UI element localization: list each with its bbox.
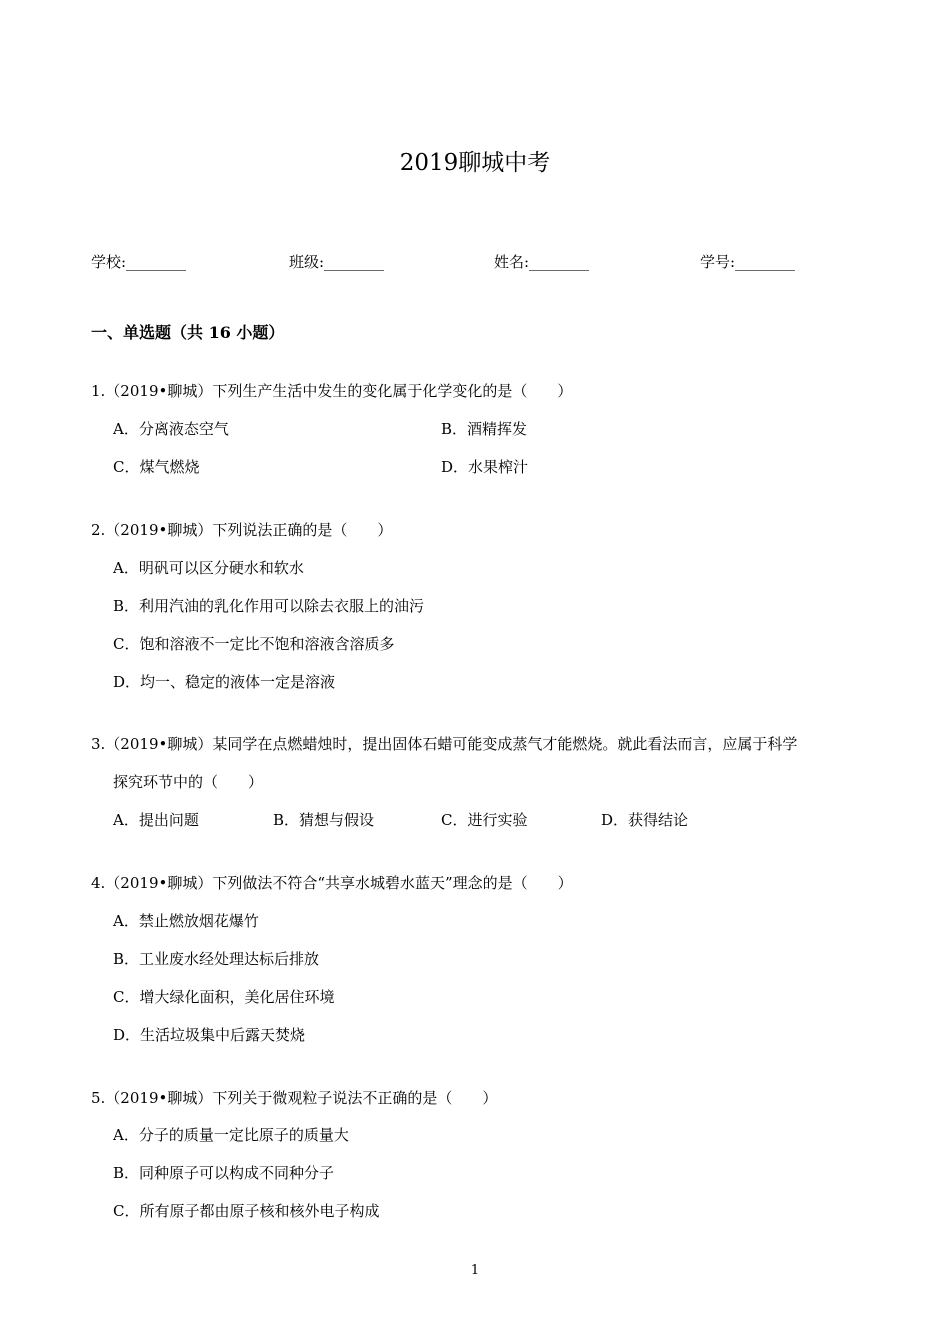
question-stem: 2.（2019•聊城）下列说法正确的是（ ） (91, 521, 393, 539)
student-number-field: 学号:________ (700, 253, 796, 271)
option-c: C．饱和溶液不一定比不饱和溶液含溶质多 (113, 635, 395, 653)
school-field: 学校:________ (91, 253, 187, 271)
question-stem: 1.（2019•聊城）下列生产生活中发生的变化属于化学变化的是（ ） (91, 382, 573, 400)
option-d: D．获得结论 (601, 811, 689, 829)
student-info-row (0, 250, 950, 274)
name-field: 姓名:________ (494, 253, 590, 271)
section-heading: 一、单选题（共 16 小题） (91, 323, 285, 342)
option-c: C．增大绿化面积，美化居住环境 (113, 988, 335, 1006)
page-number: 1 (470, 1263, 480, 1278)
option-a: A．禁止燃放烟花爆竹 (113, 912, 259, 930)
option-a: A．分离液态空气 (113, 420, 229, 438)
option-b: B．同种原子可以构成不同种分子 (113, 1164, 335, 1182)
question-stem: 5.（2019•聊城）下列关于微观粒子说法不正确的是（ ） (91, 1089, 498, 1107)
option-a: A．分子的质量一定比原子的质量大 (113, 1126, 349, 1144)
option-a: A．提出问题 (113, 811, 199, 829)
question-stem-continued: 探究环节中的（ ） (113, 773, 264, 791)
option-d: D．生活垃圾集中后露天焚烧 (113, 1026, 306, 1044)
option-c: C．煤气燃烧 (113, 458, 200, 476)
option-d: D．均一、稳定的液体一定是溶液 (113, 673, 336, 691)
option-c: C．所有原子都由原子核和核外电子构成 (113, 1202, 380, 1220)
page-title: 2019聊城中考 (399, 150, 551, 176)
option-b: B．工业废水经处理达标后排放 (113, 950, 320, 968)
question-stem: 4.（2019•聊城）下列做法不符合“共享水城碧水蓝天”理念的是（ ） (91, 874, 573, 892)
option-b: B．酒精挥发 (441, 420, 528, 438)
option-a: A．明矾可以区分硬水和软水 (113, 559, 304, 577)
class-field: 班级:________ (289, 253, 385, 271)
option-c: C．进行实验 (441, 811, 528, 829)
option-d: D．水果榨汁 (441, 458, 529, 476)
option-b: B．利用汽油的乳化作用可以除去衣服上的油污 (113, 597, 425, 615)
option-b: B．猜想与假设 (273, 811, 375, 829)
question-stem: 3.（2019•聊城）某同学在点燃蜡烛时，提出固体石蜡可能变成蒸气才能燃烧。就此看法而言，应属于科学 (91, 735, 798, 753)
